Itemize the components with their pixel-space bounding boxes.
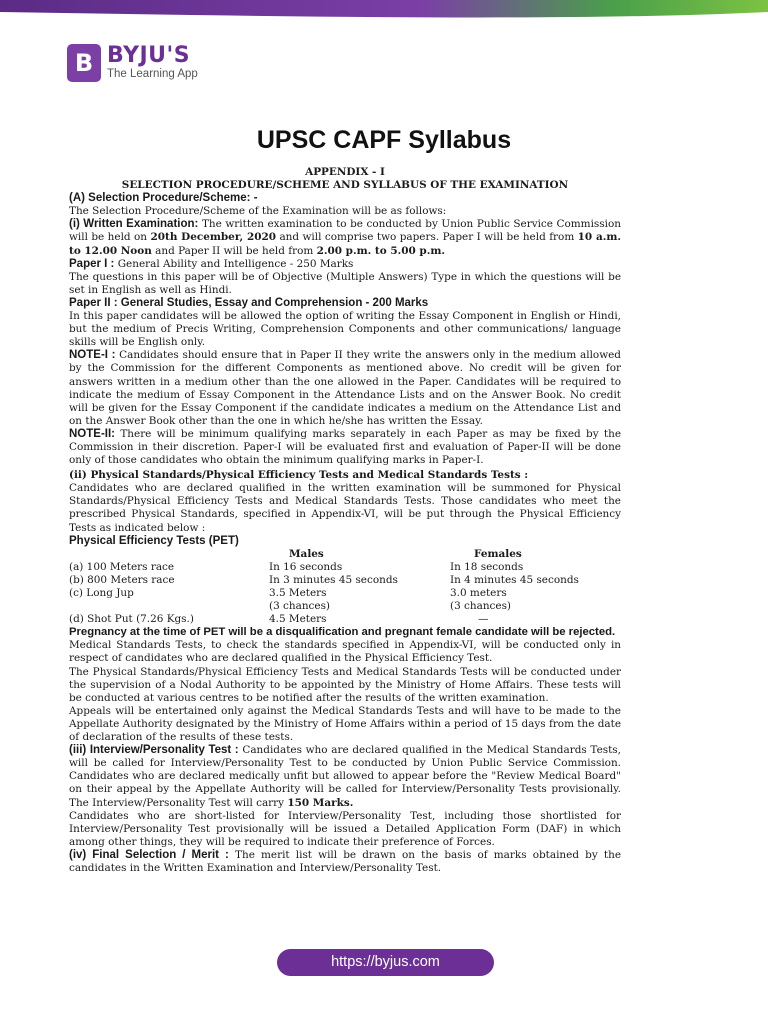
- logo-badge-icon: B: [67, 44, 101, 82]
- section-a-intro: The Selection Procedure/Scheme of the Examination will be as follows:: [69, 205, 447, 218]
- section-iii-paragraph: [69, 744, 621, 809]
- document-body: [69, 166, 621, 875]
- section-iv-label: (iv) Final Selection / Merit :: [69, 848, 229, 861]
- note-1-text: Candidates should ensure that in Paper II they write the answers only in the medium allowed by the Commission for the different Components as mentioned above. No credit will be given for answers written in a medium other than the one allowed in the Paper. Candidates will be required to indicate the medium of Essay Component in the Attendance Lists and on the Answer Book. No credit will be given for the Essay Component if the candidate indicates a medium on the Attendance List and on the Answer Book other than the one in which he/she has written the Essay.: [69, 349, 621, 427]
- appendix-heading: APPENDIX - I: [305, 166, 385, 178]
- daf-paragraph: Candidates who are short-listed for Interview/Personality Test, including those shortlisted for Interview/Personality Test provisionally will be issued a Detailed Application Form (DAF) in which among other things, they will be required to indicate their preference of Forces.: [69, 809, 621, 848]
- medical-tests-1: Medical Standards Tests, to check the standards specified in Appendix-VI, will be conducted only in respect of candidates who are declared qualified in the Physical Efficiency Test.: [69, 639, 621, 665]
- pet-table: [69, 548, 621, 627]
- pet-females: In 18 seconds: [450, 560, 524, 573]
- written-exam-label: (i) Written Examination:: [69, 218, 199, 231]
- paper-2-time: 2.00 p.m. to 5.00 p.m.: [316, 244, 446, 257]
- pet-event: (a) 100 Meters race: [69, 560, 175, 573]
- table-row: [69, 613, 621, 626]
- byjus-logo: [67, 44, 198, 82]
- page-title: UPSC CAPF Syllabus: [256, 126, 512, 154]
- brand-tagline: The Learning App: [107, 68, 198, 81]
- interview-marks: 150 Marks.: [287, 796, 354, 809]
- pet-females: (3 chances): [450, 600, 511, 613]
- top-decorative-band: [0, 0, 768, 20]
- pet-females: —: [478, 613, 489, 626]
- pet-heading: Physical Efficiency Tests (PET): [69, 534, 239, 547]
- col-females: Females: [474, 547, 522, 560]
- pet-males: In 3 minutes 45 seconds: [269, 573, 398, 586]
- note-1-label: NOTE-I :: [69, 349, 116, 362]
- col-males: Males: [289, 547, 324, 560]
- website-link[interactable]: https://byjus.com: [277, 949, 494, 976]
- section-iii-text: Candidates who are declared qualified in the Medical Standards Tests, will be called for Interview/Personality Test to be conducted by Union Public Service Commission. Candidates who are declared medically unfit but allowed to appear before the "Review Medical Board" on their appeal by the Appellate Authority will be called for Interview/Personality Tests provisionally. The Interview/Personality Test will carry: [69, 744, 621, 809]
- pet-event: (d) Shot Put (7.26 Kgs.): [69, 613, 194, 626]
- paper-1-time: 10 a.m. to 12.00 Noon: [69, 231, 622, 257]
- brand-name: BYJU'S: [107, 43, 191, 69]
- pregnancy-notice: Pregnancy at the time of PET will be a disqualification and pregnant female candidate will be rejected.: [69, 626, 616, 639]
- paper-2-heading: Paper II : General Studies, Essay and Comprehension - 200 Marks: [69, 296, 429, 309]
- written-exam-paragraph: [69, 218, 621, 257]
- note-2-text: There will be minimum qualifying marks separately in each Paper as may be fixed by the Commission in their discretion. Paper-I will be evaluated first and evaluation of Paper-II will be done only of those candidates who obtain the minimum qualifying marks in Paper-I.: [69, 427, 622, 467]
- section-iii-label: (iii) Interview/Personality Test :: [69, 744, 239, 757]
- table-row: [69, 574, 621, 587]
- table-row: [69, 600, 621, 613]
- section-subtitle: SELECTION PROCEDURE/SCHEME AND SYLLABUS OF THE EXAMINATION: [121, 179, 569, 192]
- pet-event: [69, 600, 269, 613]
- written-exam-text: The written examination to be conducted by Union Public Service Commission will be held on: [69, 218, 621, 244]
- paper-1-text: General Ability and Intelligence - 250 Marks: [117, 257, 354, 270]
- note-2-label: NOTE-II:: [69, 427, 115, 440]
- pet-males: (3 chances): [269, 600, 330, 613]
- exam-date: 20th December, 2020: [150, 231, 276, 244]
- pet-males: In 16 seconds: [269, 560, 343, 573]
- pet-header-row: [69, 548, 621, 561]
- pet-event: (b) 800 Meters race: [69, 573, 175, 586]
- pet-event: (c) Long Jup: [69, 587, 134, 599]
- paper-1-label: Paper I :: [69, 257, 115, 270]
- note-1: [69, 349, 621, 428]
- paper-1-line: [69, 258, 621, 271]
- section-iv-paragraph: [69, 849, 621, 875]
- note-2: [69, 428, 621, 467]
- section-ii-description: Candidates who are declared qualified in the written examination will be summoned for Physical Standards/Physical Efficiency Tests and Medical Standards Tests. Those candidates who meet the prescribed Physical Standards, specified in Appendix-VI, will be put through the Physical Efficiency Tests as indicated below :: [69, 482, 621, 534]
- pet-males: 4.5 Meters: [269, 613, 327, 626]
- section-a-heading: (A) Selection Procedure/Scheme: -: [69, 192, 258, 205]
- written-exam-text-2: and will comprise two papers. Paper I will be held from: [279, 231, 575, 244]
- appeals-paragraph: Appeals will be entertained only against the Medical Standards Tests and will have to be made to the Appellate Authority designated by the Ministry of Home Affairs within a period of 15 days from the date of declaration of the results of these tests.: [69, 704, 621, 744]
- section-ii-heading: (ii) Physical Standards/Physical Efficiency Tests and Medical Standards Tests :: [69, 469, 529, 482]
- pet-females: In 4 minutes 45 seconds: [450, 573, 579, 586]
- written-exam-text-3: and Paper II will be held from: [155, 244, 314, 257]
- paper-1-description: The questions in this paper will be of Objective (Multiple Answers) Type in which the questions will be set in English as well as Hindi.: [69, 270, 621, 296]
- table-row: [69, 587, 621, 600]
- table-row: [69, 561, 621, 574]
- medical-tests-2: The Physical Standards/Physical Efficiency Tests and Medical Standards Tests will be conducted under the supervision of a Nodal Authority to be appointed by the Ministry of Home Affairs. These tests will be conducted at various centres to be notified after the results of the written examination.: [69, 665, 621, 704]
- pet-females: 3.0 meters: [450, 587, 507, 599]
- paper-2-description: In this paper candidates will be allowed the option of writing the Essay Component in English or Hindi, but the medium of Precis Writing, Comprehension Components and other communications/ language skills will be English only.: [69, 310, 621, 349]
- section-iv-text: The merit list will be drawn on the basis of marks obtained by the candidates in the Written Examination and Interview/Personality Test.: [69, 848, 621, 874]
- pet-males: 3.5 Meters: [269, 587, 327, 599]
